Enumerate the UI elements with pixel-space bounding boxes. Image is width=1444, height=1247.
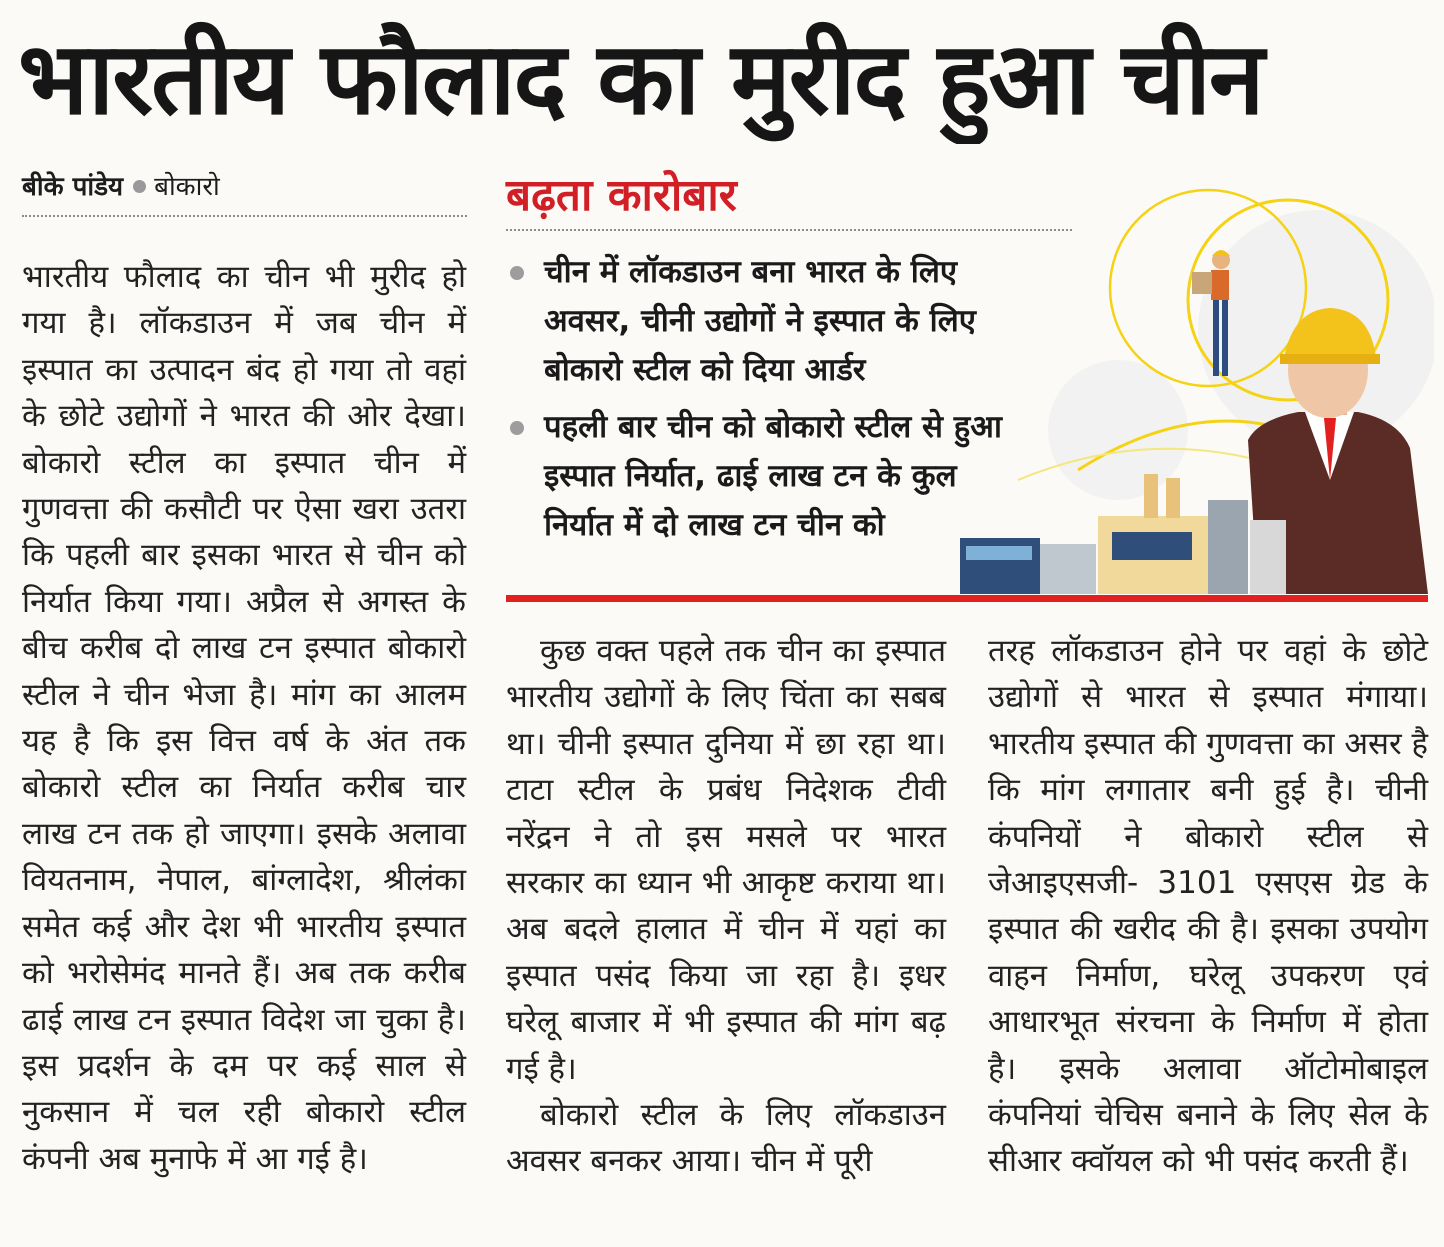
article-column-2: [506, 628, 946, 1185]
article-paragraph: कुछ वक्त पहले तक चीन का इस्पात भारतीय उद्योगों के लिए चिंता का सबब था। चीनी इस्पात दुनिया में छा रहा था। टाटा स्टील के प्रबंध निदेशक टीवी नरेंद्रन ने तो इस मसले पर भारत सरकार का ध्यान भी आकृष्ट कराया था। अब बदले हालात में चीन में यहां का इस्पात पसंद किया जा रहा है। इधर घरेलू बाजार में भी इस्पात की मांग बढ़ गई है।: [506, 633, 946, 1087]
byline-author: बीके पांडेय: [22, 172, 124, 202]
steel-industry-illustration: [958, 180, 1434, 594]
bullet-dot-icon: [510, 266, 524, 280]
highlight-text: चीन में लॉकडाउन बना भारत के लिए अवसर, चीनी उद्योगों ने इस्पात के लिए बोकारो स्टील को दिया आर्डर: [544, 254, 976, 388]
section-divider: [506, 595, 1428, 602]
byline: [22, 170, 220, 204]
article-column-1: [22, 254, 466, 1182]
highlight-text: पहली बार चीन को बोकारो स्टील से हुआ इस्पात निर्यात, ढाई लाख टन के कुल निर्यात में दो लाख टन चीन को: [544, 409, 1002, 543]
bullet-dot-icon: [133, 180, 146, 193]
article-column-3: [988, 628, 1428, 1185]
byline-divider: [22, 215, 467, 217]
article-paragraph: तरह लॉकडाउन होने पर वहां के छोटे उद्योगों से भारत से इस्पात मंगाया। भारतीय इस्पात की गुणवत्ता का असर है कि मांग लगातार बनी हुई है। चीनी कंपनियों ने बोकारो स्टील से जेआइएसजी- 3101 एसएस ग्रेड के इस्पात की खरीद की है। इसका उपयोग वाहन निर्माण, घरेलू उपकरण एवं आधारभूत संरचना के निर्माण में होता है। इसके अलावा ऑटोमोबाइल कंपनियां चेचिस बनाने के लिए सेल के सीआर क्वॉयल को भी पसंद करती हैं।: [988, 633, 1428, 1180]
list-item: [506, 248, 1026, 395]
byline-location: बोकारो: [154, 172, 220, 202]
article-paragraph: भारतीय फौलाद का चीन भी मुरीद हो गया है। लॉकडाउन में जब चीन में इस्पात का उत्पादन बंद हो गया तो वहां के छोटे उद्योगों ने भारत की ओर देखा। बोकारो स्टील का इस्पात चीन में गुणवत्ता की कसौटी पर ऐसा खरा उतरा कि पहली बार इसका भारत से चीन को निर्यात किया गया। अप्रैल से अगस्त के बीच करीब दो लाख टन इस्पात बोकारो स्टील ने चीन भेजा है। मांग का आलम यह है कि इस वित्त वर्ष के अंत तक बोकारो स्टील का निर्यात करीब चार लाख टन तक हो जाएगा। इसके अलावा वियतनाम, नेपाल, बांग्लादेश, श्रीलंका समेत कई और देश भी भारतीय इस्पात को भरोसेमंद मानते हैं। अब तक करीब ढाई लाख टन इस्पात विदेश जा चुका है। इस प्रदर्शन के दम पर कई साल से नुकसान में चल रही बोकारो स्टील कंपनी अब मुनाफे में आ गई है।: [22, 259, 466, 1177]
headline: भारतीय फौलाद का मुरीद हुआ चीन: [18, 20, 1263, 137]
highlights-list: [506, 248, 1026, 558]
bullet-dot-icon: [510, 421, 524, 435]
box-title: बढ़ता कारोबार: [506, 170, 737, 221]
article-paragraph: बोकारो स्टील के लिए लॉकडाउन अवसर बनकर आया। चीन में पूरी: [506, 1097, 946, 1180]
list-item: [506, 403, 1026, 550]
